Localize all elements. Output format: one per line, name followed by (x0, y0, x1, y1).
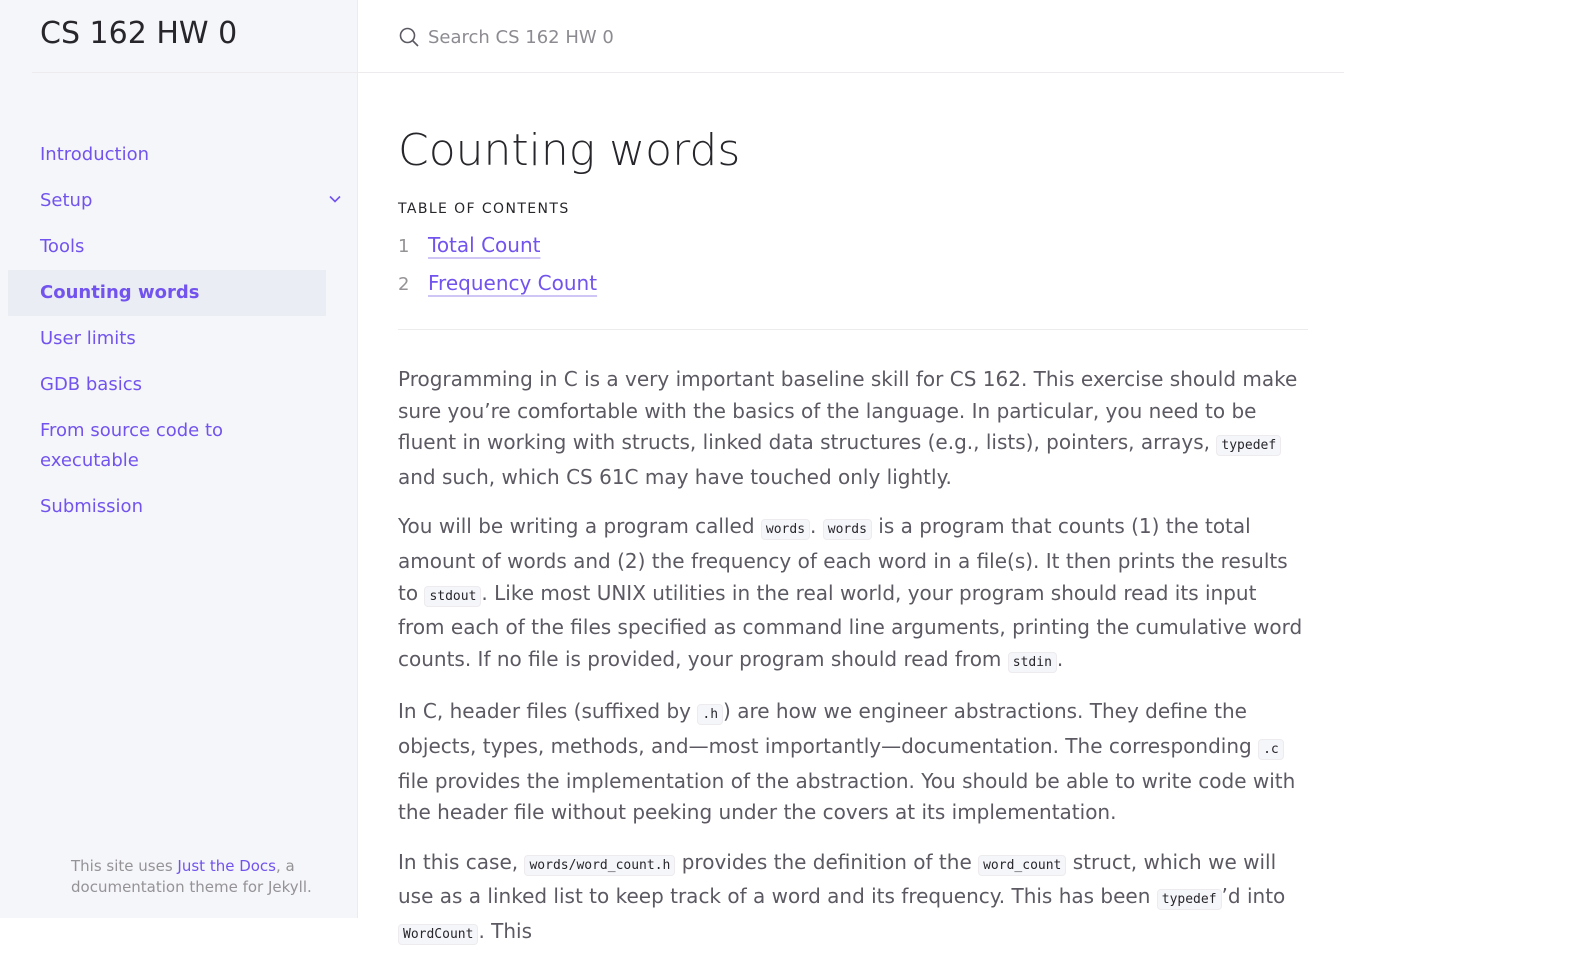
paragraph-headers (398, 696, 1308, 828)
sidebar-item-from-source-code[interactable]: From source code to executable (40, 420, 224, 471)
inline-code: typedef (1157, 889, 1222, 910)
sidebar-nav (40, 132, 358, 530)
inline-code: stdout (424, 586, 481, 607)
text: In C, header files (suffixed by (398, 699, 698, 724)
inline-code: words (761, 519, 810, 540)
toc-number: 2 (398, 274, 410, 295)
sidebar-item-counting-words[interactable]: Counting words (8, 270, 326, 316)
inline-code: .c (1258, 739, 1284, 760)
paragraph-intro (398, 364, 1308, 493)
sidebar (0, 0, 358, 918)
toc-heading: TABLE OF CONTENTS (398, 201, 570, 217)
sidebar-item-tools[interactable]: Tools (40, 236, 85, 257)
text: ) are how we engineer abstractions. They define the objects, types, methods, and—most importantly—documentation. The corresponding (398, 699, 1259, 758)
text: In this case, (398, 849, 525, 874)
footer-suffix: , a documentation theme for Jekyll. (71, 857, 312, 896)
footer-prefix: This site uses (71, 857, 178, 875)
sidebar-footer (71, 856, 331, 898)
chevron-down-icon[interactable] (324, 188, 346, 210)
text: . (1056, 646, 1064, 671)
inline-code: words (823, 519, 872, 540)
text: . This (478, 918, 533, 943)
just-the-docs-link[interactable]: Just the Docs (177, 857, 276, 875)
toc-item (398, 265, 1308, 303)
inline-code: WordCount (398, 924, 478, 945)
sidebar-item-setup[interactable]: Setup (40, 190, 93, 211)
page-title: Counting words (398, 125, 741, 176)
inline-code: word_count (978, 855, 1066, 876)
toc-link-frequency-count[interactable]: Frequency Count (428, 271, 598, 295)
search-icon (398, 26, 420, 48)
divider (398, 329, 1308, 330)
toc-link-total-count[interactable]: Total Count (428, 233, 541, 257)
sidebar-item-introduction[interactable]: Introduction (40, 144, 150, 165)
text: and such, which CS 61C may have touched only lightly. (398, 464, 952, 489)
main-content (398, 73, 1308, 969)
text: provides the definition of the (675, 849, 979, 874)
text: ’d into (1221, 884, 1286, 909)
text: . Like most UNIX utilities in the real world, your program should read its input from each of the files specified as command line arguments, printing the cumulative word counts. If no file is provided, your program should read from (398, 580, 1303, 671)
sidebar-item-submission[interactable]: Submission (40, 496, 143, 517)
paragraph-program (398, 511, 1308, 678)
toc-item (398, 227, 1308, 265)
text: is a program that counts (1) the total amount of words and (2) the frequency of each word in a file(s). It then prints the results to (398, 514, 1288, 605)
sidebar-item-gdb-basics[interactable]: GDB basics (40, 374, 142, 395)
inline-code: .h (697, 704, 723, 725)
text: struct, which we will use as a linked list to keep track of a word and its frequency. This has been (398, 849, 1277, 909)
toc-number: 1 (398, 236, 410, 257)
inline-code: typedef (1216, 435, 1281, 456)
sidebar-item-user-limits[interactable]: User limits (40, 328, 136, 349)
search-input[interactable] (426, 20, 1030, 54)
search-bar (358, 0, 1344, 73)
paragraph-word-count (398, 847, 1308, 951)
text: . (810, 514, 823, 539)
inline-code: stdin (1008, 652, 1057, 673)
text: Programming in C is a very important baseline skill for CS 162. This exercise should make sure you’re comfortable with the basics of the language. In particular, you need to be fluent in working with structs, linked data structures (e.g., lists), pointers, arrays, (398, 367, 1298, 455)
table-of-contents (398, 227, 1308, 303)
site-title[interactable]: CS 162 HW 0 (40, 16, 238, 51)
text: file provides the implementation of the abstraction. You should be able to write code with the header file without peeking under the covers at its implementation. (398, 768, 1296, 825)
text: You will be writing a program called (398, 514, 761, 539)
inline-code: words/word_count.h (524, 855, 675, 876)
